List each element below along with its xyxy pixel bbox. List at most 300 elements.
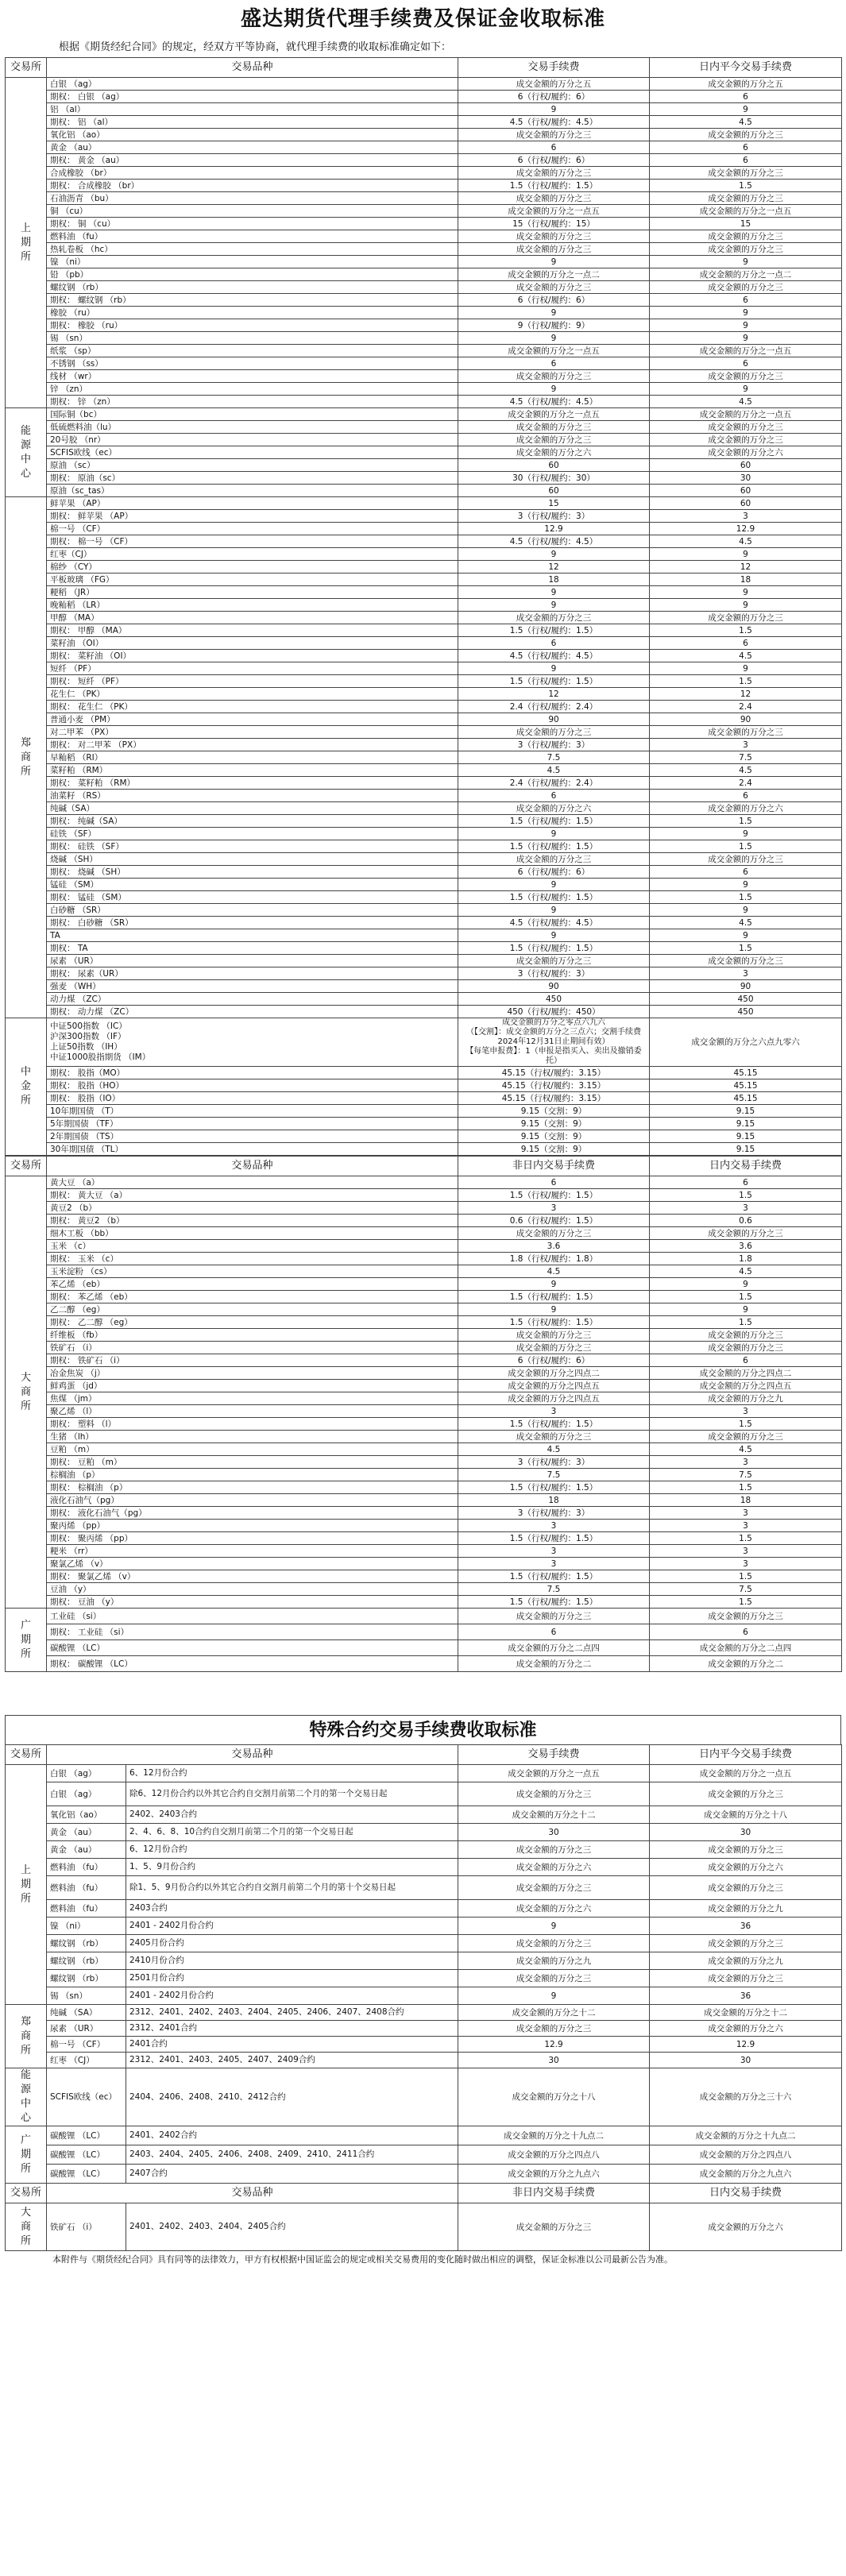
product-cell: 细木工板 （bb） xyxy=(47,1227,458,1240)
product-cell: 期权： 碳酸锂 （LC） xyxy=(47,1656,458,1672)
table-row xyxy=(6,218,842,230)
intraday-cell: 9 xyxy=(650,1303,842,1316)
product-cell: 生猪 （lh） xyxy=(47,1431,458,1443)
table-row xyxy=(6,408,842,421)
product-cell: 期权： 股指（MO） xyxy=(47,1067,458,1079)
product-cell: 期权： 液化石油气（pg） xyxy=(47,1507,458,1520)
intraday-cell: 9 xyxy=(650,256,842,268)
fee-cell: 1.5（行权/履约：1.5） xyxy=(458,815,650,828)
product-cell: 早籼稻 （RI） xyxy=(47,751,458,764)
fee-cell: 成交金额的万分之三 xyxy=(458,129,650,141)
contract-cell: 2401、2402、2403、2404、2405合约 xyxy=(126,2203,458,2251)
table-row xyxy=(6,650,842,662)
fee-cell: 12 xyxy=(458,561,650,574)
table-row xyxy=(6,853,842,866)
table-row xyxy=(6,1469,842,1481)
table-row xyxy=(6,103,842,116)
table-row xyxy=(6,434,842,446)
header-fee-non-intraday: 非日内交易手续费 xyxy=(458,1157,650,1176)
contract-cell: 2405月份合约 xyxy=(126,1935,458,1952)
fee-line: （【交割】：成交金额的万分之三点六；交割手续费 xyxy=(466,1028,641,1037)
product-cell: 期权： 玉米 （c） xyxy=(47,1253,458,1265)
table-row xyxy=(6,167,842,180)
product-cell: 豆油 （y） xyxy=(47,1583,458,1596)
product-cell: 期权： 工业硅 （si） xyxy=(47,1624,458,1640)
fee-cell: 12.9 xyxy=(458,523,650,535)
fee-cell: 1.5（行权/履约：1.5） xyxy=(458,1291,650,1303)
exchange-name: 郑商所 xyxy=(20,2015,31,2057)
contract-cell: 2312、2401、2402、2403、2404、2405、2406、2407、2408合约 xyxy=(126,2005,458,2021)
table-row xyxy=(6,154,842,167)
product-cell: 期权： 聚氯乙烯 （v） xyxy=(47,1570,458,1583)
table-row xyxy=(6,1392,842,1405)
intraday-cell: 成交金额的万分之二点四 xyxy=(650,1640,842,1656)
fee-cell: 1.5（行权/履约：1.5） xyxy=(458,1189,650,1202)
fee-cell: 45.15（行权/履约：3.15） xyxy=(458,1067,650,1079)
table-row xyxy=(6,2126,842,2145)
fee-cell: 9 xyxy=(458,904,650,917)
table-row xyxy=(6,891,842,904)
fee-cell: 90 xyxy=(458,980,650,993)
intraday-cell: 1.5 xyxy=(650,1481,842,1494)
table-row xyxy=(6,1481,842,1494)
product-cell: 尿素 （UR） xyxy=(47,2021,126,2037)
product-cell: 粳稻 （JR） xyxy=(47,586,458,599)
intraday-cell: 1.5 xyxy=(650,1189,842,1202)
table-row xyxy=(6,281,842,294)
intraday-cell: 3 xyxy=(650,1507,842,1520)
intraday-cell: 6 xyxy=(650,790,842,802)
table-row xyxy=(6,688,842,701)
contract-cell: 2410月份合约 xyxy=(126,1952,458,1970)
intraday-cell: 成交金额的万分之三 xyxy=(650,1935,842,1952)
product-cell: 菜籽油 （OI） xyxy=(47,637,458,650)
table-row xyxy=(6,1303,842,1316)
intraday-cell: 成交金额的万分之三 xyxy=(650,955,842,967)
intraday-cell: 9.15 xyxy=(650,1130,842,1143)
table-row xyxy=(6,1176,842,1189)
fee-cell: 9.15（交割：9） xyxy=(458,1143,650,1156)
table-row xyxy=(6,1970,842,1987)
fee-cell: 成交金额的万分之三 xyxy=(458,1935,650,1952)
product-cell: 铜 （cu） xyxy=(47,205,458,218)
table-row xyxy=(6,129,842,141)
table-row xyxy=(6,383,842,396)
fee-cell: 6 xyxy=(458,790,650,802)
intraday-cell: 6 xyxy=(650,1176,842,1189)
product-cell: 硅铁 （SF） xyxy=(47,828,458,840)
intraday-cell: 成交金额的万分之三 xyxy=(650,726,842,739)
table-row xyxy=(6,91,842,103)
fee-cell: 9（行权/履约：9） xyxy=(458,319,650,332)
table-row xyxy=(6,497,842,510)
intraday-cell: 成交金额的万分之十二 xyxy=(650,2005,842,2021)
table-row xyxy=(6,230,842,243)
product-cell: 期权： 乙二醇 （eg） xyxy=(47,1316,458,1329)
table-row xyxy=(6,1443,842,1456)
table-row xyxy=(6,1367,842,1380)
intraday-cell: 90 xyxy=(650,713,842,726)
intraday-cell: 60 xyxy=(650,459,842,472)
product-cell: 黄金 （au） xyxy=(47,1824,126,1841)
intraday-cell: 成交金额的万分之三 xyxy=(650,243,842,256)
intraday-cell: 成交金额的万分之六 xyxy=(650,2203,842,2251)
fee-cell: 3（行权/履约：3） xyxy=(458,1456,650,1469)
intraday-cell: 9 xyxy=(650,662,842,675)
intraday-cell: 9 xyxy=(650,103,842,116)
intraday-cell: 6 xyxy=(650,637,842,650)
contract-cell: 除1、5、9月份合约以外其它合约自交割月前第二个月的第十个交易日起 xyxy=(126,1876,458,1900)
fee-cell: 4.5 xyxy=(458,764,650,777)
fee-cell: 1.5（行权/履约：1.5） xyxy=(458,1596,650,1609)
table-row xyxy=(6,624,842,637)
table-row xyxy=(6,1278,842,1291)
intraday-cell: 4.5 xyxy=(650,396,842,408)
fee-cell: 0.6（行权/履约：1.5） xyxy=(458,1215,650,1227)
intraday-cell: 9 xyxy=(650,383,842,396)
table-row xyxy=(6,764,842,777)
intraday-cell: 成交金额的万分之四点二 xyxy=(650,1367,842,1380)
intraday-cell: 6 xyxy=(650,1354,842,1367)
product-cell: 期权： 豆粕 （m） xyxy=(47,1456,458,1469)
fee-cell: 9 xyxy=(458,332,650,345)
intraday-cell: 36 xyxy=(650,1987,842,2005)
fee-cell: 成交金额的万分之三 xyxy=(458,1342,650,1354)
product-cell: 燃料油 （fu） xyxy=(47,230,458,243)
intraday-cell: 4.5 xyxy=(650,1265,842,1278)
product-cell: 纸浆 （sp） xyxy=(47,345,458,357)
table-row xyxy=(6,345,842,357)
fee-cell: 成交金额的万分之三 xyxy=(458,612,650,624)
intraday-cell: 9 xyxy=(650,307,842,319)
intraday-cell: 12 xyxy=(650,688,842,701)
product-cell: 期权： 棕榈油 （p） xyxy=(47,1481,458,1494)
special-header-fee: 交易手续费 xyxy=(458,1745,650,1765)
intraday-cell: 45.15 xyxy=(650,1067,842,1079)
exchange-name: 上期所 xyxy=(20,1863,31,1905)
fee-cell: 6（行权/履约：6） xyxy=(458,1354,650,1367)
table-row xyxy=(6,980,842,993)
fee-cell: 成交金额的万分之三 xyxy=(458,1841,650,1859)
intraday-cell: 12 xyxy=(650,561,842,574)
table-row xyxy=(6,929,842,942)
fee-cell: 成交金额的万分之五 xyxy=(458,78,650,91)
table-row xyxy=(6,942,842,955)
intraday-cell: 成交金额的万分之三 xyxy=(650,1841,842,1859)
product-cell: 燃料油 （fu） xyxy=(47,1876,126,1900)
intraday-cell: 18 xyxy=(650,574,842,586)
special-title: 特殊合约交易手续费收取标准 xyxy=(5,1715,841,1744)
product-cell: 纯碱 （SA） xyxy=(47,2005,126,2021)
table-row xyxy=(6,612,842,624)
exchange-name: 大商所 xyxy=(20,1371,31,1412)
table-row xyxy=(6,726,842,739)
table-row xyxy=(6,1431,842,1443)
table-row xyxy=(6,1316,842,1329)
fee-cell: 1.5（行权/履约：1.5） xyxy=(458,624,650,637)
intraday-cell: 3 xyxy=(650,739,842,751)
intraday-cell: 36 xyxy=(650,1918,842,1935)
intraday-cell: 0.6 xyxy=(650,1215,842,1227)
intraday-cell: 成交金额的万分之一点五 xyxy=(650,205,842,218)
intraday-cell: 成交金额的万分之三十六 xyxy=(650,2068,842,2126)
fee-cell: 60 xyxy=(458,485,650,497)
fee-cell: 9 xyxy=(458,929,650,942)
table-row xyxy=(6,701,842,713)
product-cell: 期权： 动力煤 （ZC） xyxy=(47,1006,458,1018)
product-cell: 白银 （ag） xyxy=(47,1782,126,1806)
header-fee: 交易手续费 xyxy=(458,58,650,78)
product-cell: 油菜籽 （RS） xyxy=(47,790,458,802)
intraday-cell: 45.15 xyxy=(650,1092,842,1105)
exchange-cell xyxy=(6,1609,47,1672)
fee-cell: 1.5（行权/履约：1.5） xyxy=(458,675,650,688)
product-cell: 纯碱（SA） xyxy=(47,802,458,815)
fee-cell: 9 xyxy=(458,103,650,116)
fee-cell: 6 xyxy=(458,141,650,154)
table-row xyxy=(6,535,842,548)
contract-cell: 2404、2406、2408、2410、2412合约 xyxy=(126,2068,458,2126)
product-cell: 期权： 苯乙烯 （eb） xyxy=(47,1291,458,1303)
product-cell: 橡胶 （ru） xyxy=(47,307,458,319)
fee-cell: 成交金额的万分之三 xyxy=(458,370,650,383)
exchange-cell xyxy=(6,497,47,1018)
fee-cell: 450（行权/履约：450） xyxy=(458,1006,650,1018)
product-cell: 期权： 铝 （al） xyxy=(47,116,458,129)
product-cell: 期权： 甲醇 （MA） xyxy=(47,624,458,637)
table-row xyxy=(6,548,842,561)
intraday-cell: 1.5 xyxy=(650,815,842,828)
intraday-cell: 成交金额的万分之六 xyxy=(650,802,842,815)
fee-cell: 成交金额的万分之三 xyxy=(458,1329,650,1342)
table-row xyxy=(6,472,842,485)
product-cell: 期权： 豆油 （y） xyxy=(47,1596,458,1609)
intraday-cell: 6 xyxy=(650,1624,842,1640)
intraday-cell: 3 xyxy=(650,1545,842,1558)
table-row xyxy=(6,192,842,205)
table-row xyxy=(6,1215,842,1227)
table-row xyxy=(6,1532,842,1545)
intraday-cell: 6 xyxy=(650,154,842,167)
product-cell: 期权： 黄豆2 （b） xyxy=(47,1215,458,1227)
intraday-cell: 15 xyxy=(650,218,842,230)
fee-cell: 成交金额的万分之四点八 xyxy=(458,2145,650,2165)
fee-cell: 6 xyxy=(458,357,650,370)
product-cell: 棉一号 （CF） xyxy=(47,523,458,535)
intraday-cell: 成交金额的万分之六 xyxy=(650,2021,842,2037)
fee-table-dalian xyxy=(5,1156,842,1672)
product-cell: 期权： 股指（HO） xyxy=(47,1079,458,1092)
table-row xyxy=(6,840,842,853)
product-cell: 棉一号 （CF） xyxy=(47,2037,126,2053)
intraday-cell: 60 xyxy=(650,485,842,497)
fee-cell: 成交金额的万分之四点五 xyxy=(458,1392,650,1405)
table-row xyxy=(6,1291,842,1303)
table-row xyxy=(6,1583,842,1596)
product-cell xyxy=(47,1018,458,1067)
intraday-cell: 4.5 xyxy=(650,535,842,548)
intraday-cell: 成交金额的万分之六 xyxy=(650,446,842,459)
table-row xyxy=(6,2068,842,2126)
fee-cell: 成交金额的万分之三 xyxy=(458,955,650,967)
fee-cell: 成交金额的万分之一点二 xyxy=(458,268,650,281)
table-row xyxy=(6,751,842,764)
fee-cell: 成交金额的万分之三 xyxy=(458,1227,650,1240)
table-row xyxy=(6,459,842,472)
intraday-cell: 7.5 xyxy=(650,751,842,764)
fee-cell: 3.6 xyxy=(458,1240,650,1253)
fee-cell: 9.15（交割：9） xyxy=(458,1130,650,1143)
intraday-cell: 1.5 xyxy=(650,1316,842,1329)
fee-cell: 3 xyxy=(458,1520,650,1532)
product-cell: 期权： 螺纹钢 （rb） xyxy=(47,294,458,307)
table-row xyxy=(6,1596,842,1609)
intraday-cell: 成交金额的万分之三 xyxy=(650,1876,842,1900)
fee-cell: 成交金额的万分之三 xyxy=(458,1431,650,1443)
intraday-cell: 4.5 xyxy=(650,764,842,777)
product-cell: 期权： 棉一号 （CF） xyxy=(47,535,458,548)
contract-cell: 2312、2401合约 xyxy=(126,2021,458,2037)
table-row xyxy=(6,332,842,345)
intraday-cell: 9 xyxy=(650,929,842,942)
product-cell: 甲醇 （MA） xyxy=(47,612,458,624)
page-title: 盛达期货代理手续费及保证金收取标准 xyxy=(240,7,605,31)
fee-cell: 9 xyxy=(458,548,650,561)
product-cell: 工业硅 （si） xyxy=(47,1609,458,1624)
table-row xyxy=(6,2165,842,2184)
intraday-cell: 成交金额的万分之三 xyxy=(650,1431,842,1443)
fee-cell: 4.5（行权/履约：4.5） xyxy=(458,535,650,548)
fee-cell: 30 xyxy=(458,1824,650,1841)
intraday-cell: 9.15 xyxy=(650,1118,842,1130)
fee-line: 成交金额的万分之零点六九六 xyxy=(502,1018,605,1027)
intraday-cell: 成交金额的万分之九 xyxy=(650,1952,842,1970)
fee-cell: 成交金额的万分之三 xyxy=(458,281,650,294)
fee-cell: 18 xyxy=(458,574,650,586)
fee-cell: 9 xyxy=(458,828,650,840)
table-row xyxy=(6,307,842,319)
product-cell: 期权： 短纤 （PF） xyxy=(47,675,458,688)
intraday-cell: 9 xyxy=(650,904,842,917)
table-row xyxy=(6,180,842,192)
product-line: 中证1000股指期货 （IM） xyxy=(50,1052,151,1062)
header-product: 交易品种 xyxy=(47,58,458,78)
special-dalian-header-exchange: 交易所 xyxy=(6,2184,47,2203)
fee-cell: 成交金额的万分之三 xyxy=(458,230,650,243)
product-cell: 期权： TA xyxy=(47,942,458,955)
intro-text: 根据《期货经纪合同》的规定，经双方平等协商，就代理手续费的收取标准确定如下： xyxy=(59,41,452,53)
exchange-cell xyxy=(6,408,47,497)
intraday-cell: 1.5 xyxy=(650,891,842,904)
product-cell: 花生仁 （PK） xyxy=(47,688,458,701)
fee-cell: 4.5（行权/履约：4.5） xyxy=(458,650,650,662)
product-cell: 镍 （ni） xyxy=(47,256,458,268)
product-cell: 碳酸锂 （LC） xyxy=(47,2145,126,2165)
table-row xyxy=(6,955,842,967)
fee-cell: 成交金额的万分之三 xyxy=(458,726,650,739)
table-row xyxy=(6,1418,842,1431)
table-row xyxy=(6,141,842,154)
table-row xyxy=(6,1640,842,1656)
intraday-cell: 18 xyxy=(650,1494,842,1507)
table-row xyxy=(6,1570,842,1583)
product-cell: 原油（sc_tas） xyxy=(47,485,458,497)
table-row xyxy=(6,116,842,129)
table-row xyxy=(6,1329,842,1342)
product-cell: 黄金 （au） xyxy=(47,1841,126,1859)
product-cell: 期权： 鲜苹果 （AP） xyxy=(47,510,458,523)
table-row xyxy=(6,993,842,1006)
product-cell: 玉米淀粉 （cs） xyxy=(47,1265,458,1278)
table-row xyxy=(6,739,842,751)
intraday-cell: 1.5 xyxy=(650,1596,842,1609)
table-row xyxy=(6,2005,842,2021)
fee-cell: 7.5 xyxy=(458,1469,650,1481)
fee-sheet xyxy=(5,0,841,2269)
intraday-cell: 3 xyxy=(650,1202,842,1215)
table-row xyxy=(6,815,842,828)
product-cell: 期权： 白砂糖 （SR） xyxy=(47,917,458,929)
exchange-cell xyxy=(6,1176,47,1609)
product-cell: 期权： 对二甲苯 （PX） xyxy=(47,739,458,751)
fee-cell xyxy=(458,1018,650,1067)
table-row xyxy=(6,904,842,917)
intraday-cell: 4.5 xyxy=(650,116,842,129)
product-cell: 动力煤 （ZC） xyxy=(47,993,458,1006)
fee-cell: 成交金额的万分之六 xyxy=(458,446,650,459)
table-row xyxy=(6,1952,842,1970)
table-row xyxy=(6,1935,842,1952)
intraday-cell: 9 xyxy=(650,1278,842,1291)
fee-cell: 9 xyxy=(458,1278,650,1291)
table-row xyxy=(6,662,842,675)
intraday-cell: 450 xyxy=(650,993,842,1006)
product-cell: 强麦 （WH） xyxy=(47,980,458,993)
header-fee-intraday: 日内交易手续费 xyxy=(650,1157,842,1176)
table-row xyxy=(6,1006,842,1018)
intraday-cell: 成交金额的万分之三 xyxy=(650,1782,842,1806)
product-cell: 聚乙烯 （l） xyxy=(47,1405,458,1418)
product-cell: 燃料油 （fu） xyxy=(47,1900,126,1918)
product-cell: 菜籽粕 （RM） xyxy=(47,764,458,777)
intraday-cell: 6 xyxy=(650,141,842,154)
fee-cell: 4.5 xyxy=(458,1265,650,1278)
table-row xyxy=(6,1656,842,1672)
intraday-cell: 1.5 xyxy=(650,675,842,688)
fee-cell: 9 xyxy=(458,662,650,675)
special-dalian-header-intraday: 日内交易手续费 xyxy=(650,2184,842,2203)
intraday-cell: 成交金额的万分之九 xyxy=(650,1900,842,1918)
exchange-name: 中金所 xyxy=(20,1066,31,1106)
table-row xyxy=(6,421,842,434)
table-row xyxy=(6,1494,842,1507)
fee-cell: 3 xyxy=(458,1405,650,1418)
header-exchange-dalian: 交易所 xyxy=(6,1157,47,1176)
fee-cell: 成交金额的万分之三 xyxy=(458,167,650,180)
fee-cell: 12.9 xyxy=(458,2037,650,2053)
fee-cell: 1.5（行权/履约：1.5） xyxy=(458,1481,650,1494)
intraday-cell: 6 xyxy=(650,91,842,103)
table-row xyxy=(6,1987,842,2005)
product-line: 中证500指数 （IC） xyxy=(50,1022,127,1031)
table-row xyxy=(6,268,842,281)
intraday-cell: 12.9 xyxy=(650,523,842,535)
contract-cell: 2407合约 xyxy=(126,2165,458,2184)
table-row xyxy=(6,574,842,586)
product-cell: 国际铜（bc） xyxy=(47,408,458,421)
footer-note: 本附件与《期货经纪合同》具有同等的法律效力，甲方有权根据中国证监会的规定或相关交易费用的变化随时做出相应的调整，保证金标准以公司最新公告为准。 xyxy=(52,2254,673,2265)
fee-cell: 成交金额的万分之三 xyxy=(458,1609,650,1624)
